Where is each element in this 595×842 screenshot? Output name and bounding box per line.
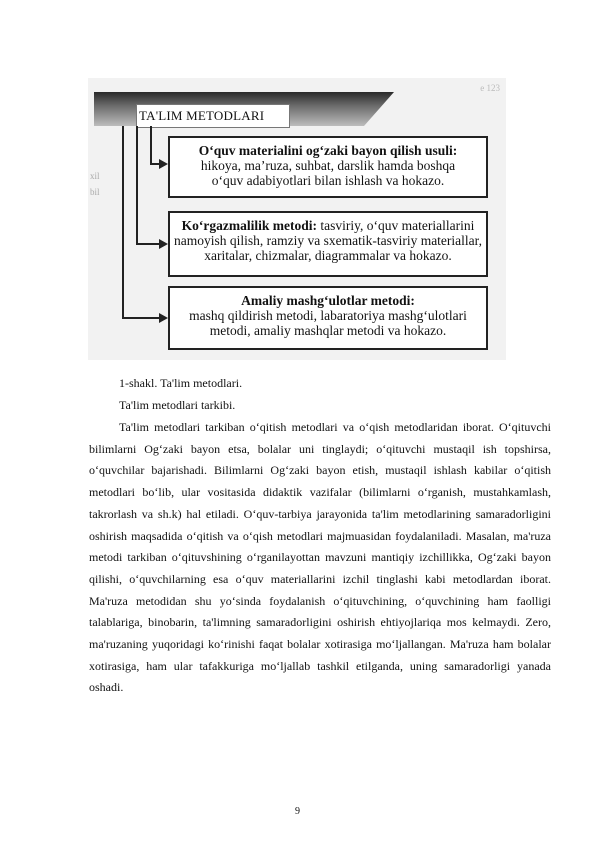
figure-caption: 1-shakl. Ta'lim metodlari. [119, 376, 243, 390]
method-box-line: namoyish qilish, ramziy va sxematik-tasviriy materiallar, [173, 233, 482, 248]
connector-vertical-middle [136, 126, 138, 244]
connector-vertical-inner [150, 126, 152, 164]
method-box-visual [168, 211, 488, 277]
method-box-line: metodi, amaliy mashqlar metodi va hokazo. [209, 323, 447, 338]
method-box-line: hikoya, ma’ruza, suhbat, darslik hamda boshqa [200, 158, 456, 173]
method-box-heading: Amaliy mashg‘ulotlar metodi: [241, 293, 415, 308]
method-box-practical [168, 286, 488, 350]
page-number: 9 [295, 806, 300, 817]
method-box-line: xaritalar, chizmalar, diagrammalar va hokazo. [204, 248, 452, 263]
diagram-title: TA'LIM METODLARI [136, 104, 290, 128]
body-paragraph: Ta'lim metodlari tarkiban o‘qitish metodlari va o‘qish metodlaridan iborat. O‘qituvchi bilimlarni Og‘zaki bayon etsa, bolalar uni tinglaydi; o‘qituvchi mustaqil ish topshirsa, o‘quvchilar bajarishadi. Bilimlarni Og‘zaki bayon etish, mustaqil ishlash kabilar o‘qitish metodlari bo‘lib, ular vositasida didaktik vazifalar (bilimlarni o‘rganish, mustahkamlash, takrorlash va sh.k) hal etiladi. O‘quv-tarbiya jarayonida ta'lim metodlarining samaradorligini oshirish maqsadida o‘qitish va o‘qish metodlari majmuasidan foydalaniladi. Masalan, ma'ruza metodi tarkiban o‘qituvshining o‘rganilayottan mavzuni mantiqiy izchillikka, Og‘zaki bayon qilishi, o‘quvchilarning esa o‘quv materiallarini izchil tinglashi kabi metodlardan iborat. Ma'ruza metodidan shu yo‘sinda foydalanish o‘qituvchining, o‘quvchining ham faolligi talablariga, binobarin, ta'limning samaradorligini oshirish ehtiyojlariqa mos kelmaydi. Zero, ma'ruzaning yuqoridagi ko‘rinishi faqat bolalar xotirasiga mo‘ljallangan. Ma'ruza ham bolalar xotirasiga, ham ular tafakkuriga mo‘ljallab tashkil etilganda, uning samaradorligi yanada oshadi. [89, 420, 551, 695]
section-subheading: Ta'lim metodlari tarkibi. [119, 398, 236, 412]
method-box-verbal [168, 136, 488, 198]
method-box-line: mashq qildirish metodi, labaratoriya mashg‘ulotlari [189, 308, 467, 323]
method-box-heading: Ko‘rgazmalilik metodi: [181, 218, 318, 233]
arrow-icon [159, 159, 168, 169]
scan-marks-side: xil bil [90, 171, 100, 197]
connector-horizontal-3 [122, 317, 160, 319]
connector-vertical-outer [122, 126, 124, 318]
arrow-icon [159, 313, 168, 323]
connector-horizontal-2 [136, 243, 160, 245]
arrow-icon [159, 239, 168, 249]
method-box-heading: O‘quv materialini og‘zaki bayon qilish usuli: [198, 143, 458, 158]
scan-marks-top: e 123 [480, 83, 500, 93]
method-box-line: o‘quv adabiyotlari bilan ishlash va hokazo. [211, 173, 445, 188]
methods-diagram [88, 78, 506, 360]
method-box-heading-rest: tasviriy, o‘quv materiallarini [317, 218, 475, 233]
